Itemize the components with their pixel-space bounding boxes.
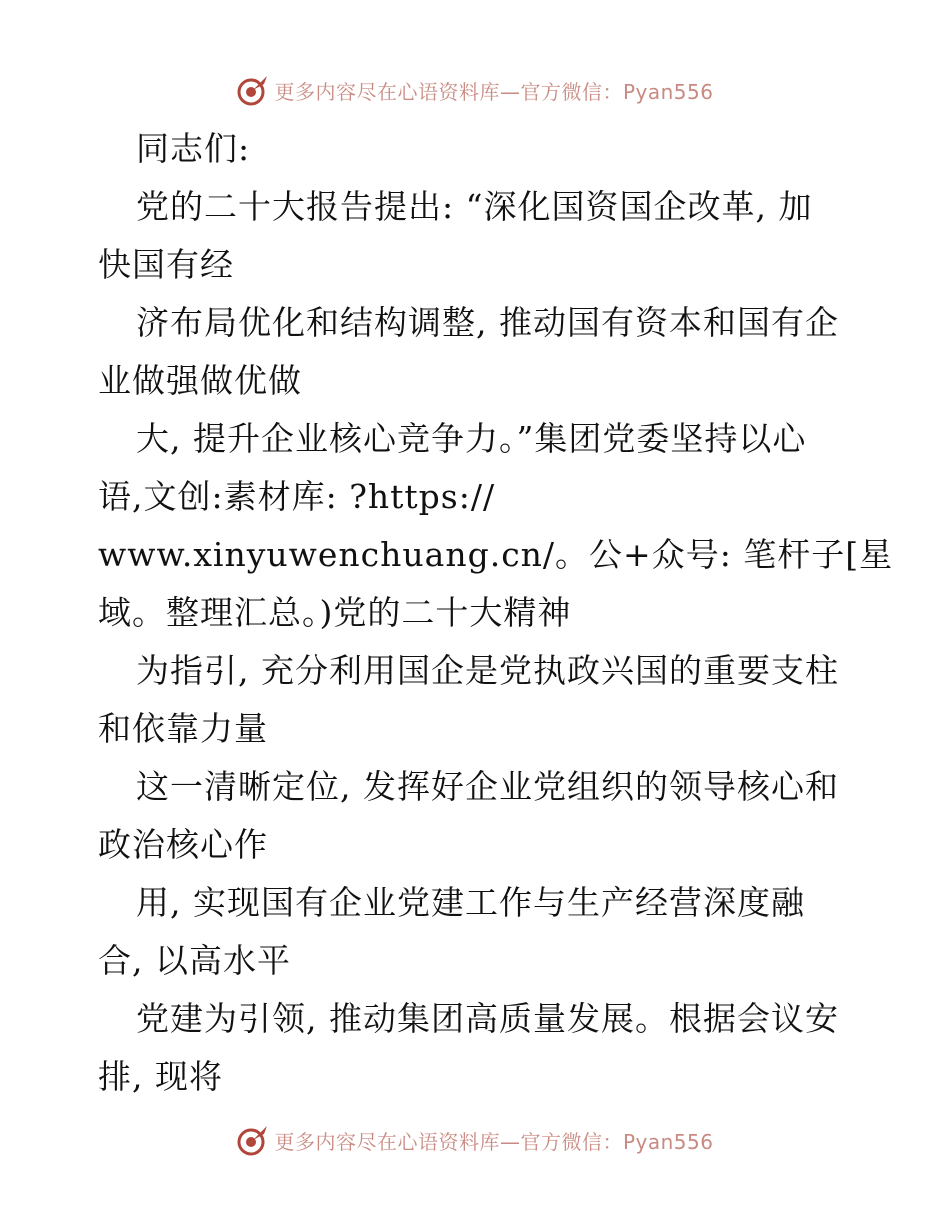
text-line: 政治核心作 xyxy=(98,825,268,864)
text-line: 为指引, 充分利用国企是党执政兴国的重要支柱 xyxy=(136,651,839,690)
text-line: 同志们: xyxy=(136,129,251,168)
text-line: 排, 现将 xyxy=(98,1057,223,1096)
header-banner xyxy=(0,70,950,110)
text-line: 语,文创:素材库: ?https:// xyxy=(98,477,496,516)
text-line: 用, 实现国有企业党建工作与生产经营深度融 xyxy=(136,883,805,922)
text-line: www.xinyuwenchuang.cn/。公+众号: 笔杆子[星 xyxy=(98,535,894,574)
document-body xyxy=(98,120,894,1106)
text-line: 合, 以高水平 xyxy=(98,941,291,980)
text-line: 党的二十大报告提出: “深化国资国企改革, 加 xyxy=(136,187,813,226)
text-line: 和依靠力量 xyxy=(98,709,268,748)
text-line: 党建为引领, 推动集团高质量发展。根据会议安 xyxy=(136,999,839,1038)
header-banner-text: 更多内容尽在心语资料库—官方微信：Pyan556 xyxy=(274,79,714,104)
quill-circle-icon xyxy=(236,73,270,107)
footer-banner-text: 更多内容尽在心语资料库—官方微信：Pyan556 xyxy=(274,1129,714,1154)
footer-banner xyxy=(0,1120,950,1160)
text-line: 快国有经 xyxy=(98,245,234,284)
text-line: 域。整理汇总。)党的二十大精神 xyxy=(98,593,572,632)
text-line: 业做强做优做 xyxy=(98,361,302,400)
text-line: 这一清晰定位, 发挥好企业党组织的领导核心和 xyxy=(136,767,839,806)
text-line: 济布局优化和结构调整, 推动国有资本和国有企 xyxy=(136,303,839,342)
quill-circle-icon xyxy=(236,1123,270,1157)
text-line: 大, 提升企业核心竞争力。”集团党委坚持以心 xyxy=(136,419,807,458)
